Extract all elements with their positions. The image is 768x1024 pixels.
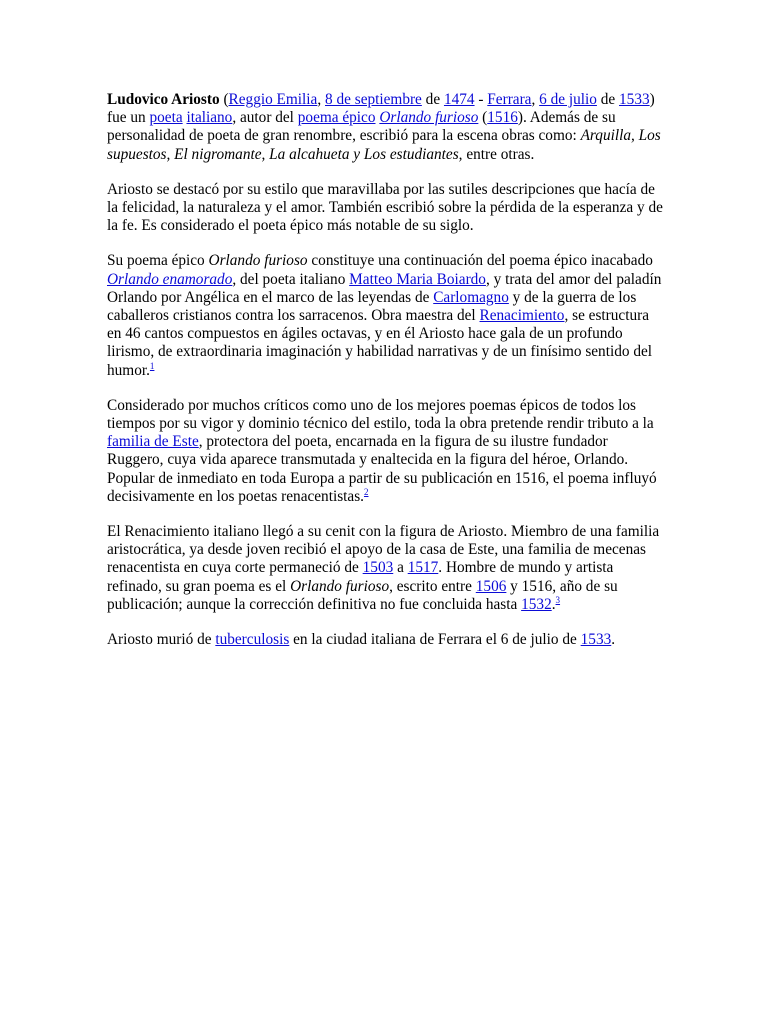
footnote-ref-1 — [150, 361, 155, 371]
work-title: Orlando furioso — [208, 252, 308, 270]
link-renacimiento[interactable]: Renacimiento — [479, 307, 565, 325]
link-poema-epico[interactable]: poema épico — [297, 109, 376, 127]
link-1506[interactable]: 1506 — [475, 577, 507, 595]
footnote-link-1[interactable]: 1 — [149, 360, 155, 371]
works-list: Arquilla, Los supuestos, El nigromante, La alcahueta y Los estudiantes, — [107, 127, 661, 163]
footnote-link-2[interactable]: 2 — [363, 486, 369, 497]
paragraph-orlando-furioso: Su poema épico Orlando furioso constituye una continuación del poema épico inacabado Orlando enamorado, del poeta italiano Matteo Maria Boiardo, y trata del amor del paladín Orlando por Angélica en el marco de las leyendas de Carlomagno y de la guerra de los caballeros cristianos contra los sarracenos. Obra maestra del Renacimiento, se estructura en 46 cantos compuestos en ágiles octavas, y en él Ariosto hace gala de un profundo lirismo, de extraordinaria imaginación y habilidad narrativas y de un finísimo sentido del humor.$^1$ — [107, 252, 662, 379]
footnote-ref-3 — [556, 595, 561, 605]
footnote-ref-2 — [364, 487, 369, 497]
link-poeta[interactable]: poeta — [149, 109, 183, 127]
footnote-link-3[interactable]: 3 — [555, 594, 561, 605]
paragraph-style: Ariosto se destacó por su estilo que maravillaba por las sutiles descripciones que hacía de la felicidad, la naturaleza y el amor. También escribió sobre la pérdida de la esperanza y de la fe. Es considerado el poeta épico más notable de su siglo. — [107, 180, 663, 235]
link-familia-de-este[interactable]: familia de Este — [107, 433, 199, 451]
link-italiano[interactable]: italiano — [186, 109, 233, 127]
link-6-de-julio[interactable]: 6 de julio — [539, 91, 597, 108]
link-1533-death[interactable]: 1533 — [580, 631, 612, 649]
link-8-de-septiembre[interactable]: 8 de septiembre — [325, 91, 422, 108]
link-1516[interactable]: 1516 — [487, 109, 518, 127]
link-1503[interactable]: 1503 — [362, 559, 394, 577]
paragraph-death: Ariosto murió de tuberculosis en la ciudad italiana de Ferrara el 6 de julio de 1533. — [107, 631, 616, 649]
link-ferrara[interactable]: Ferrara — [487, 91, 532, 108]
link-reggio-emilia[interactable]: Reggio Emilia — [228, 91, 318, 108]
link-orlando-enamorado[interactable]: Orlando enamorado — [107, 270, 233, 288]
subject-name: Ludovico Ariosto — [107, 91, 220, 108]
paragraph-critics: Considerado por muchos críticos como uno de los mejores poemas épicos de todos los tiempos por su vigor y dominio técnico del estilo, toda la obra pretende rendir tributo a la familia de Este, protectora del poeta, encarnada en la figura de su ilustre fundador Ruggero, cuya vida aparece transmutada y enaltecida en la figura del héroe, Orlando. Popular de inmediato en toda Europa a partir de su publicación en 1516, el poema influyó decisivamente en los poetas renacentistas.$^2$ — [107, 396, 657, 505]
link-1474[interactable]: 1474 — [443, 91, 475, 108]
link-1532[interactable]: 1532 — [521, 595, 552, 613]
article-body — [107, 91, 667, 666]
link-tuberculosis[interactable]: tuberculosis — [215, 631, 290, 649]
link-orlando-furioso[interactable]: Orlando furioso — [379, 109, 479, 127]
link-matteo-maria-boiardo[interactable]: Matteo Maria Boiardo — [349, 270, 486, 288]
link-carlomagno[interactable]: Carlomagno — [433, 288, 509, 306]
paragraph-intro: Ludovico Ariosto (Reggio Emilia, 8 de septiembre de 1474 - Ferrara, 6 de julio de 1533) fue un poeta italiano, autor del poema épico Orlando furioso (1516). Además de su personalidad de poeta de gran renombre, escribió para la escena obras como: Arquilla, Los supuestos, El nigromante, La alcahueta y Los estudiantes, entre otras. — [107, 91, 661, 163]
work-title: Orlando furioso — [290, 577, 390, 595]
paragraph-renaissance: El Renacimiento italiano llegó a su cenit con la figura de Ariosto. Miembro de una familia aristocrática, ya desde joven recibió el apoyo de la casa de Este, una familia de mecenas renacentista en cuya corte permaneció de 1503 a 1517. Hombre de mundo y artista refinado, su gran poema es el Orlando furioso, escrito entre 1506 y 1516, año de su publicación; aunque la corrección definitiva no fue concluida hasta 1532.$^3$ — [107, 523, 660, 613]
link-1517[interactable]: 1517 — [407, 559, 439, 577]
link-1533[interactable]: 1533 — [619, 91, 650, 108]
